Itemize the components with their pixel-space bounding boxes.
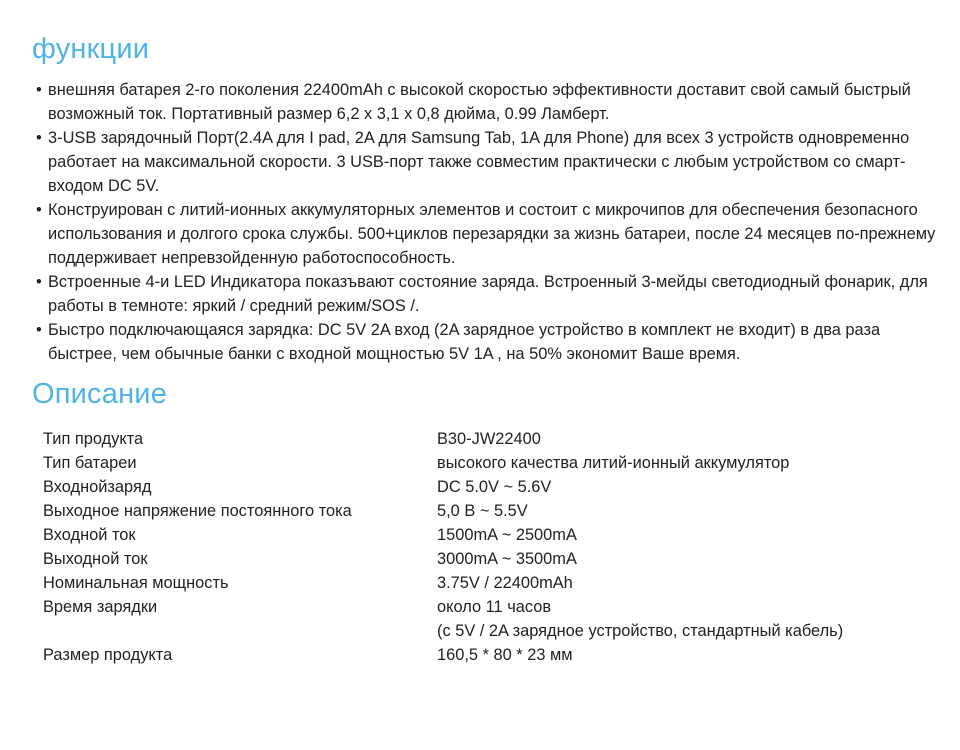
bullet: • [36,201,42,219]
feature-text: Быстро подключающаяся зарядка: DC 5V 2A вход (2A зарядное устройство в комплект не входит) в два раза быстрее, чем обычные банки с входной мощностью 5V 1A , на 50% экономит Ваше время. [48,321,881,363]
feature-item [36,270,946,318]
spec-label: Номинальная мощность [43,574,229,592]
spec-label: Входнойзаряд [43,478,152,496]
description-heading: Описание [32,378,168,410]
feature-item [36,198,946,270]
spec-value: 1500mA ~ 2500mA [437,526,577,544]
spec-value: высокого качества литий-ионный аккумулятор [437,454,790,472]
spec-value: 160,5 * 80 * 23 мм [437,646,573,664]
spec-label: Тип продукта [43,430,144,448]
bullet: • [36,81,42,99]
spec-row [43,595,943,619]
spec-label: Время зарядки [43,598,158,616]
spec-value: 3000mA ~ 3500mA [437,550,577,568]
bullet: • [36,129,42,147]
spec-value: B30-JW22400 [437,430,541,448]
spec-value: (с 5V / 2A зарядное устройство, стандартный кабель) [437,622,844,640]
feature-text: Конструирован с литий-ионных аккумуляторных элементов и состоит с микрочипов для обеспечения безопасного использования и долгого срока службы. 500+циклов перезарядки за жизнь батареи, после 24 месяцев по-прежнему поддерживает непревзойденную работоспособность. [48,201,936,267]
bullet: • [36,321,42,339]
spec-row [43,499,943,523]
feature-item [36,126,946,198]
spec-label: Входной ток [43,526,136,544]
spec-row [43,523,943,547]
spec-value: DC 5.0V ~ 5.6V [437,478,552,496]
spec-row [43,475,943,499]
bullet: • [36,273,42,291]
feature-text: Встроенные 4-и LED Индикатора показъвают состояние заряда. Встроенный 3-мейды светодиодный фонарик, для работы в темноте: яркий / средний режим/SOS /. [48,273,928,315]
spec-row [43,451,943,475]
functions-heading: функции [32,33,150,65]
spec-label: Выходное напряжение постоянного тока [43,502,352,520]
spec-value: около 11 часов [437,598,552,616]
spec-row [43,643,943,667]
features-list [36,78,946,366]
spec-table [43,427,943,667]
spec-value: 5,0 В ~ 5.5V [437,502,528,520]
feature-item [36,78,946,126]
spec-value: 3.75V / 22400mAh [437,574,573,592]
spec-row [43,571,943,595]
feature-item [36,318,946,366]
spec-row [43,427,943,451]
feature-text: внешняя батарея 2-го поколения 22400mAh с высокой скоростью эффективности доставит свой самый быстрый возможный ток. Портативный размер 6,2 x 3,1 x 0,8 дюйма, 0.99 Ламберт. [48,81,911,123]
spec-label: Тип батареи [43,454,137,472]
spec-label: Выходной ток [43,550,148,568]
spec-label: Размер продукта [43,646,173,664]
spec-row [43,619,943,643]
feature-text: 3-USB зарядочный Порт(2.4A для I pad, 2A для Samsung Tab, 1A для Phone) для всех 3 устройств одновременно работает на максимальной скорости. 3 USB-порт также совместим практически с любым устройством со смарт-входом DC 5V. [48,129,910,195]
spec-label [43,619,437,643]
spec-row [43,547,943,571]
